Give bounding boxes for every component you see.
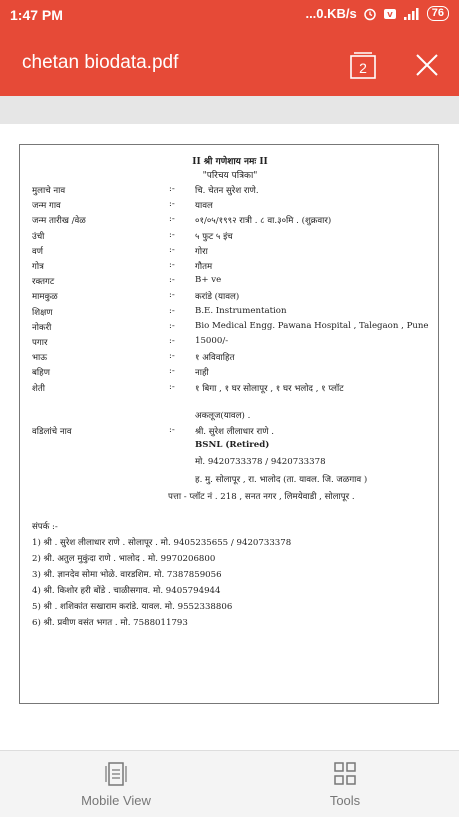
biodata-row (32, 245, 432, 259)
field-separator: :- (169, 336, 175, 346)
field-value: करांडे (यावल) (195, 292, 240, 303)
biodata-row (32, 382, 432, 396)
biodata-row (32, 199, 432, 213)
contact-item: 1) श्री . सुरेश लीलाधार राणे . सोलापूर . मो. 9405235655 / 9420733378 (32, 538, 292, 548)
field-value: चि. चेतन सुरेश राणे. (195, 186, 259, 196)
pages-button[interactable] (348, 50, 378, 80)
field-label: वर्ण (32, 246, 43, 257)
contact-item: 4) श्री. किशोर हरी बोंडे . चाळीसगाव. मो. 9405794944 (32, 586, 221, 596)
father-label: वडिलांचे नाव (32, 427, 72, 437)
biodata-row (32, 260, 432, 274)
biodata-row (32, 290, 432, 304)
field-value: १ बिगा , १ घर सोलापूर , १ घर भलोद , १ प्लॉट (195, 383, 344, 394)
field-separator: :- (169, 366, 175, 377)
status-bar (0, 0, 459, 32)
field-label: नोकरी (32, 322, 52, 333)
svg-text:V: V (387, 10, 393, 19)
biodata-row (32, 366, 432, 380)
father-line-1: श्री. सुरेश लीलाधार राणे . (195, 427, 274, 437)
father-line-3: मो. 9420733378 / 9420733378 (195, 457, 326, 467)
signal-icon (403, 7, 421, 21)
field-label: पगार (32, 338, 48, 348)
alarm-icon (363, 7, 377, 21)
field-value: नाही (195, 368, 209, 379)
battery-indicator: 76 (427, 6, 449, 21)
document-title: chetan biodata.pdf (22, 52, 179, 73)
biodata-row (32, 336, 432, 350)
app-bar (0, 32, 459, 96)
status-icons (305, 6, 449, 21)
biodata-row (32, 214, 432, 228)
field-separator: :- (169, 275, 175, 286)
field-value: Bio Medical Engg. Pawana Hospital , Talegaon , Pune (195, 320, 429, 331)
biodata-row (32, 275, 432, 289)
field-separator: :- (169, 184, 175, 194)
father-row (32, 425, 432, 439)
contact-item: 5) श्री . शशिकांत सखाराम करांडे. यावल. मो. 9552338806 (32, 602, 233, 612)
field-separator: :- (169, 229, 175, 240)
field-separator: :- (169, 381, 175, 392)
contact-item: 3) श्री. ज्ञानदेव सोमा भोळे. वारडशिम. मो. 7387859056 (32, 570, 222, 580)
field-label: जन्म गाव (32, 201, 61, 212)
biodata-row (32, 321, 432, 335)
field-separator: :- (169, 244, 175, 255)
pages-icon (348, 50, 378, 80)
biodata-row (32, 230, 432, 244)
field-value: 15000/- (195, 336, 229, 346)
close-icon (412, 50, 442, 80)
field-value: यावल (195, 201, 213, 212)
volte-icon (383, 7, 397, 21)
field-separator: :- (169, 260, 175, 270)
close-button[interactable] (412, 50, 442, 80)
field-label: मुलाचे नाव (32, 186, 66, 196)
biodata-row (32, 351, 432, 365)
field-label: जन्म तारीख /वेळ (32, 216, 86, 227)
bottom-toolbar (0, 750, 459, 817)
mobile-view-icon (104, 761, 128, 787)
field-separator: :- (169, 290, 175, 301)
tools-button[interactable] (285, 761, 405, 808)
field-separator: :- (169, 199, 175, 210)
field-separator: :- (169, 305, 175, 316)
field-value: गोरा (195, 246, 208, 257)
father-line-4: ह. मु. सोलापूर , रा. भालोद (ता. यावल. जि. जळगाव ) (195, 475, 368, 485)
field-separator: :- (169, 320, 175, 331)
contact-item: 6) श्री. प्रवीण वसंत भगत . मो. 7588011793 (32, 618, 188, 628)
field-label: गोत्र (32, 262, 44, 272)
field-value: ५ फुट ५ इंच (195, 231, 233, 242)
field-value: B+ ve (195, 275, 222, 286)
pdf-page[interactable] (0, 124, 459, 750)
mobile-view-button[interactable] (56, 761, 176, 808)
page-count: 2 (359, 60, 367, 76)
pdf-viewer[interactable] (0, 96, 459, 750)
field-value: गौतम (195, 262, 213, 272)
tools-label: Tools (329, 793, 361, 808)
field-separator: :- (169, 351, 175, 362)
father-line-2: BSNL (Retired) (195, 440, 270, 450)
contact-item: 2) श्री. अतुल मुकुंदा राणे . भालोद . मो. 9970206800 (32, 554, 216, 564)
farm-continued: अकलूज(यावल) . (195, 411, 251, 421)
field-label: शिक्षण (32, 307, 53, 318)
address: पत्ता - प्लॉट नं . 218 , सनत नगर , लिमयेवाडी , सोलापूर . (168, 492, 355, 502)
field-label: भाऊ (32, 353, 48, 364)
field-value: १ अविवाहित (195, 353, 235, 364)
field-label: बहिण (32, 368, 50, 379)
biodata-row (32, 306, 432, 320)
field-label: मामकुळ (32, 292, 58, 303)
doc-heading: II श्री गणेशाय नमः II (192, 157, 268, 167)
contacts-heading: संपर्क :- (32, 522, 58, 532)
field-label: शेती (32, 383, 45, 394)
tools-icon (333, 761, 357, 787)
field-separator: :- (169, 214, 175, 225)
field-label: रक्तगट (32, 277, 55, 288)
status-time: 1:47 PM (10, 7, 63, 23)
network-speed: ...0.KB/s (305, 6, 357, 21)
field-value: ०१/०५/१९९२ रात्री . ८ वा.३०मि . (शुक्रवार) (195, 216, 332, 227)
field-value: B.E. Instrumentation (195, 305, 287, 316)
doc-subheading: "परिचय पत्रिका" (202, 171, 258, 181)
field-separator: :- (169, 425, 175, 435)
field-label: उंची (32, 231, 45, 242)
biodata-frame (19, 144, 439, 704)
mobile-view-label: Mobile View (81, 793, 151, 808)
biodata-row (32, 184, 432, 198)
